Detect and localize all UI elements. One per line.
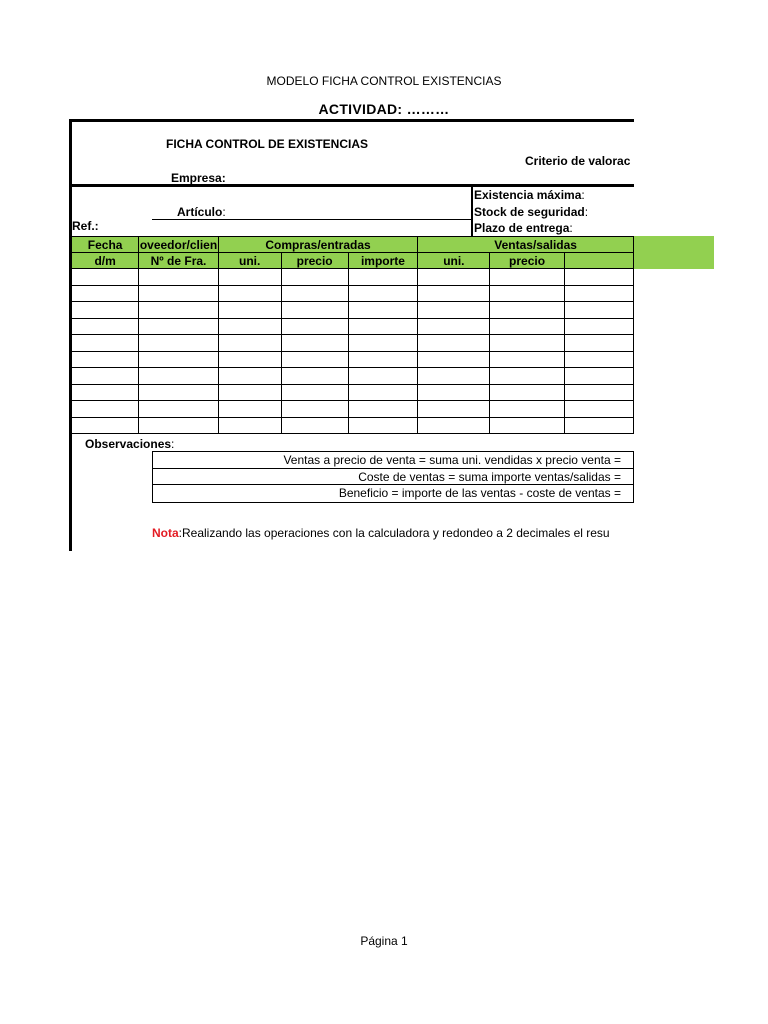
card-top-border	[69, 119, 634, 122]
delivery-time-field: Plazo de entrega:	[474, 221, 573, 235]
purchases-group-header: Compras/entradas	[218, 237, 418, 253]
table-cell[interactable]	[418, 269, 490, 286]
max-stock-field: Existencia máxima:	[474, 188, 585, 202]
table-cell[interactable]	[139, 351, 219, 368]
safety-stock-label: Stock de seguridad	[474, 205, 585, 219]
table-cell[interactable]	[72, 318, 139, 335]
valuation-criterion-label: Criterio de valorac	[525, 154, 631, 168]
table-cell[interactable]	[564, 351, 633, 368]
table-cell[interactable]	[564, 335, 633, 352]
page-number: Página 1	[360, 934, 408, 948]
profit-formula-row: Beneficio = importe de las ventas - coste de ventas =	[338, 486, 621, 500]
invoice-number-header: Nº de Fra.	[139, 253, 219, 269]
date-group-header: Fecha	[72, 237, 139, 253]
table-cell[interactable]	[281, 351, 348, 368]
table-cell[interactable]	[348, 335, 418, 352]
company-label: Empresa:	[171, 171, 226, 185]
observations-field: Observaciones:	[85, 437, 175, 451]
table-cell[interactable]	[490, 417, 564, 434]
activity-heading: ACTIVIDAD: ………	[318, 101, 450, 117]
table-cell[interactable]	[281, 285, 348, 302]
table-cell[interactable]	[418, 417, 490, 434]
table-cell[interactable]	[139, 368, 219, 385]
table-cell[interactable]	[564, 417, 633, 434]
table-cell[interactable]	[564, 269, 633, 286]
table-cell[interactable]	[281, 318, 348, 335]
table-cell[interactable]	[348, 351, 418, 368]
table-cell[interactable]	[72, 417, 139, 434]
table-cell[interactable]	[218, 351, 281, 368]
table-sub-header-row	[72, 253, 634, 269]
note-line	[152, 526, 610, 540]
table-cell[interactable]	[348, 417, 418, 434]
table-cell[interactable]	[348, 318, 418, 335]
table-cell[interactable]	[418, 368, 490, 385]
cost-formula-row: Coste de ventas = suma importe ventas/salidas =	[153, 469, 633, 486]
ref-label: Ref.:	[72, 219, 99, 233]
table-group-header-row	[72, 237, 634, 253]
table-cell[interactable]	[218, 401, 281, 418]
table-cell[interactable]	[281, 335, 348, 352]
table-row	[72, 335, 634, 352]
table-cell[interactable]	[348, 269, 418, 286]
table-cell[interactable]	[564, 401, 633, 418]
table-cell[interactable]	[418, 384, 490, 401]
table-cell[interactable]	[281, 269, 348, 286]
table-cell[interactable]	[281, 384, 348, 401]
delivery-time-label: Plazo de entrega	[474, 221, 570, 235]
table-cell[interactable]	[218, 302, 281, 319]
summary-formulas-box	[152, 451, 634, 503]
card-title: FICHA CONTROL DE EXISTENCIAS	[166, 137, 369, 151]
table-cell[interactable]	[139, 384, 219, 401]
table-cell[interactable]	[418, 302, 490, 319]
purchase-amount-header: importe	[348, 253, 418, 269]
table-cell[interactable]	[348, 285, 418, 302]
table-cell[interactable]	[72, 285, 139, 302]
table-row	[72, 269, 634, 286]
max-stock-label: Existencia máxima	[474, 188, 582, 202]
table-cell[interactable]	[72, 269, 139, 286]
table-row	[72, 417, 634, 434]
sale-price-header: precio	[490, 253, 564, 269]
sale-units-header: uni.	[418, 253, 490, 269]
purchase-price-header: precio	[281, 253, 348, 269]
table-cell[interactable]	[281, 368, 348, 385]
table-cell[interactable]	[72, 368, 139, 385]
movements-table	[71, 236, 634, 434]
document-title: MODELO FICHA CONTROL EXISTENCIAS	[266, 74, 502, 88]
day-month-header: d/m	[72, 253, 139, 269]
table-cell[interactable]	[490, 351, 564, 368]
table-cell[interactable]	[139, 269, 219, 286]
table-cell[interactable]	[564, 384, 633, 401]
table-cell[interactable]	[564, 285, 633, 302]
table-row	[72, 368, 634, 385]
table-cell[interactable]	[418, 335, 490, 352]
table-row	[72, 401, 634, 418]
table-cell[interactable]	[139, 318, 219, 335]
sales-formula-row: Ventas a precio de venta = suma uni. vendidas x precio venta =	[153, 452, 633, 469]
table-cell[interactable]	[490, 384, 564, 401]
table-cell[interactable]	[72, 351, 139, 368]
table-cell[interactable]	[139, 417, 219, 434]
table-cell[interactable]	[490, 285, 564, 302]
sales-group-header: Ventas/salidas	[418, 237, 634, 253]
table-cell[interactable]	[281, 401, 348, 418]
table-cell[interactable]	[348, 368, 418, 385]
table-cell[interactable]	[218, 335, 281, 352]
sale-extra-header	[564, 253, 633, 269]
note-text: :Realizando las operaciones con la calculadora y redondeo a 2 decimales el resu	[178, 526, 610, 540]
table-cell[interactable]	[490, 335, 564, 352]
table-body	[72, 269, 634, 434]
table-cell[interactable]	[139, 285, 219, 302]
table-cell[interactable]	[490, 302, 564, 319]
item-colon: :	[222, 205, 226, 219]
header-band-overflow	[634, 236, 714, 269]
table-cell[interactable]	[348, 302, 418, 319]
table-cell[interactable]	[139, 335, 219, 352]
table-cell[interactable]	[490, 269, 564, 286]
table-cell[interactable]	[72, 302, 139, 319]
table-cell[interactable]	[218, 269, 281, 286]
table-cell[interactable]	[281, 417, 348, 434]
table-row	[72, 351, 634, 368]
table-cell[interactable]	[281, 302, 348, 319]
table-cell[interactable]	[72, 335, 139, 352]
item-label: Artículo	[177, 205, 223, 219]
table-cell[interactable]	[490, 318, 564, 335]
table-cell[interactable]	[490, 401, 564, 418]
table-cell[interactable]	[139, 302, 219, 319]
safety-stock-field: Stock de seguridad:	[474, 205, 589, 219]
table-cell[interactable]	[218, 318, 281, 335]
table-cell[interactable]	[564, 318, 633, 335]
table-cell[interactable]	[564, 368, 633, 385]
table-cell[interactable]	[348, 401, 418, 418]
table-cell[interactable]	[564, 302, 633, 319]
supplier-group-header: oveedor/clien	[139, 237, 218, 252]
purchase-units-header: uni.	[218, 253, 281, 269]
observations-label: Observaciones	[85, 437, 172, 451]
table-cell[interactable]	[218, 384, 281, 401]
item-field	[177, 203, 226, 221]
table-cell[interactable]	[72, 401, 139, 418]
table-cell[interactable]	[139, 401, 219, 418]
table-cell[interactable]	[418, 351, 490, 368]
stock-panel-divider	[471, 186, 473, 237]
table-cell[interactable]	[218, 368, 281, 385]
table-cell[interactable]	[490, 368, 564, 385]
table-cell[interactable]	[72, 384, 139, 401]
table-cell[interactable]	[418, 401, 490, 418]
table-cell[interactable]	[418, 285, 490, 302]
note-label: Nota	[152, 526, 179, 540]
table-cell[interactable]	[418, 318, 490, 335]
table-cell[interactable]	[218, 285, 281, 302]
table-cell[interactable]	[218, 417, 281, 434]
table-cell[interactable]	[348, 384, 418, 401]
table-row	[72, 285, 634, 302]
table-row	[72, 318, 634, 335]
table-row	[72, 302, 634, 319]
table-row	[72, 384, 634, 401]
